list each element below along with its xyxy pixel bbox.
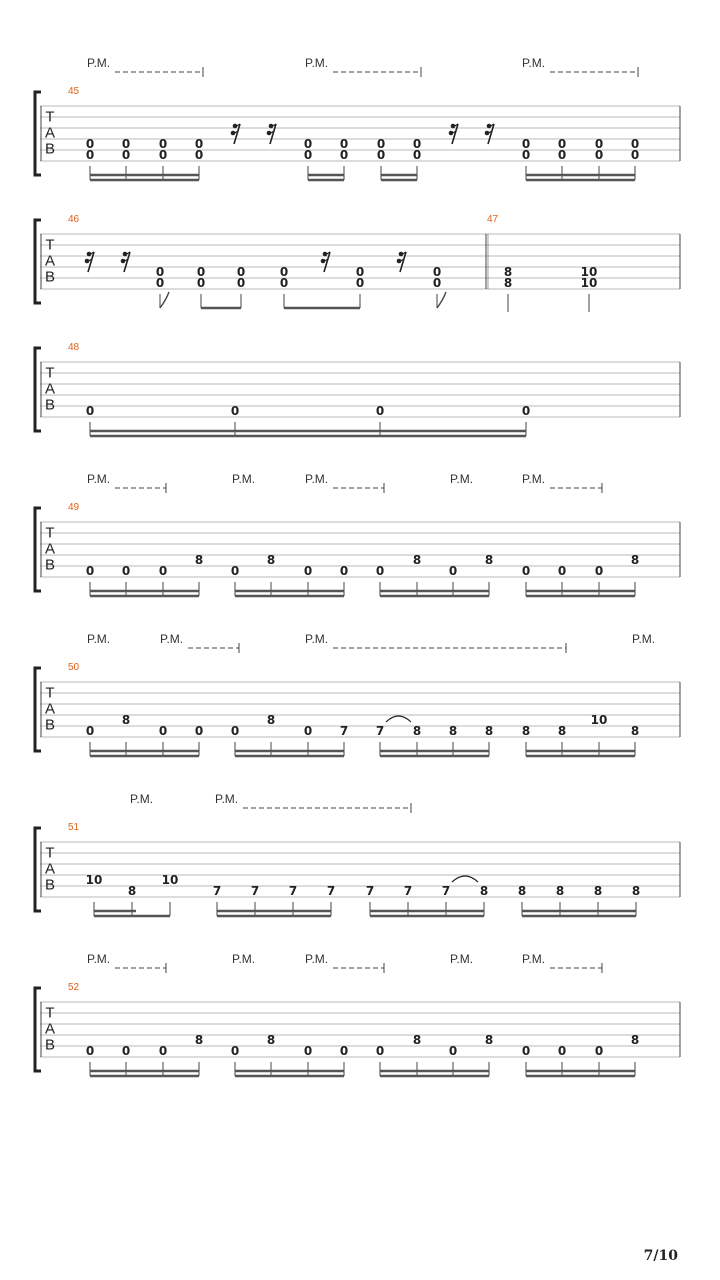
tab-note (413, 553, 421, 596)
fret-number: 0 (236, 276, 246, 290)
fret-number: 0 (279, 276, 289, 290)
tab-note (267, 1033, 275, 1076)
measure-number: 47 (487, 214, 499, 225)
measure-number: 49 (68, 502, 80, 513)
staff-system (35, 472, 680, 596)
fret-number: 0 (85, 564, 95, 578)
fret-number: 10 (590, 713, 608, 727)
system-bracket (35, 508, 41, 591)
beam-group (235, 591, 344, 596)
tab-clef-letter: A (44, 252, 56, 270)
fret-number: 8 (194, 553, 204, 567)
fret-number: 0 (594, 148, 604, 162)
sixteenth-rest (231, 124, 240, 144)
tab-clef-letter: A (44, 124, 56, 142)
tab-note (413, 137, 421, 180)
beam-group (370, 911, 484, 916)
tie-arc (386, 716, 411, 722)
beam-group (90, 591, 199, 596)
fret-number: 0 (339, 137, 349, 151)
fret-number: 0 (194, 148, 204, 162)
measure-number: 46 (68, 214, 80, 225)
fret-number: 0 (521, 564, 531, 578)
system-bracket (35, 220, 41, 303)
system-bracket (35, 668, 41, 751)
fret-number: 0 (557, 564, 567, 578)
beam-group (90, 431, 526, 436)
fret-number: 0 (557, 137, 567, 151)
beam-group (217, 911, 331, 916)
page-number: 7/10 (643, 1248, 678, 1264)
tab-note (591, 713, 608, 756)
fret-number: 0 (432, 265, 442, 279)
fret-number: 0 (339, 564, 349, 578)
fret-number: 0 (521, 148, 531, 162)
fret-number: 0 (521, 137, 531, 151)
measure-number: 51 (68, 822, 80, 833)
tab-clef-letter: B (44, 876, 56, 894)
fret-number: 8 (484, 1033, 494, 1047)
fret-number: 8 (412, 1033, 422, 1047)
tab-note (485, 553, 493, 596)
tab-note (195, 1033, 203, 1076)
fret-number: 0 (85, 137, 95, 151)
fret-number: 0 (121, 137, 131, 151)
system-bracket (35, 348, 41, 431)
tab-note (304, 137, 312, 180)
palm-mute-label: P.M. (522, 56, 546, 70)
fret-number: 7 (403, 884, 413, 898)
tab-clef-letter: B (44, 140, 56, 158)
measure-number: 52 (68, 982, 80, 993)
fret-number: 0 (121, 564, 131, 578)
tab-note (504, 265, 512, 312)
palm-mute-label: P.M. (522, 472, 546, 486)
sixteenth-rest (121, 252, 130, 272)
tab-clef-letter: B (44, 396, 56, 414)
tab-clef-letter: T (45, 844, 55, 862)
beam-group (235, 751, 344, 756)
fret-number: 8 (266, 1033, 276, 1047)
staff-system (35, 632, 680, 756)
note-flag (160, 292, 169, 308)
palm-mute-label: P.M. (305, 952, 329, 966)
tab-note (122, 713, 130, 756)
tab-note (522, 137, 530, 180)
measure-number: 48 (68, 342, 80, 353)
fret-number: 0 (375, 564, 385, 578)
fret-number: 8 (503, 276, 513, 290)
fret-number: 8 (484, 553, 494, 567)
sixteenth-rest (449, 124, 458, 144)
fret-number: 0 (557, 148, 567, 162)
fret-number: 0 (303, 1044, 313, 1058)
note-flag (437, 292, 446, 308)
system-bracket (35, 828, 41, 911)
tab-note (159, 137, 167, 180)
palm-mute-label: P.M. (232, 952, 256, 966)
tab-note (485, 1033, 493, 1076)
tab-clef-letter: T (45, 236, 55, 254)
fret-number: 8 (521, 724, 531, 738)
fret-number: 0 (155, 265, 165, 279)
measure-number: 50 (68, 662, 80, 673)
fret-number: 0 (230, 1044, 240, 1058)
fret-number: 0 (230, 724, 240, 738)
fret-number: 0 (339, 148, 349, 162)
beam-group (90, 175, 199, 180)
fret-number: 0 (303, 148, 313, 162)
fret-number: 7 (365, 884, 375, 898)
fret-number: 0 (521, 1044, 531, 1058)
fret-number: 8 (503, 265, 513, 279)
fret-number: 8 (194, 1033, 204, 1047)
fret-number: 7 (441, 884, 451, 898)
fret-number: 8 (593, 884, 603, 898)
tab-note (86, 873, 103, 916)
fret-number: 0 (279, 265, 289, 279)
palm-mute-label: P.M. (130, 792, 154, 806)
palm-mute-label: P.M. (522, 952, 546, 966)
palm-mute-label: P.M. (87, 632, 111, 646)
tab-clef-letter: A (44, 860, 56, 878)
palm-mute-label: P.M. (87, 56, 111, 70)
fret-number: 0 (448, 564, 458, 578)
tab-clef-letter: A (44, 1020, 56, 1038)
palm-mute-label: P.M. (450, 472, 474, 486)
staff-system (35, 342, 680, 436)
fret-number: 0 (194, 724, 204, 738)
fret-number: 8 (412, 553, 422, 567)
fret-number: 0 (158, 724, 168, 738)
beam-group (380, 591, 489, 596)
fret-number: 0 (158, 148, 168, 162)
tab-clef-letter: B (44, 268, 56, 286)
beam-group (381, 175, 417, 180)
tab-clef-letter: B (44, 716, 56, 734)
fret-number: 0 (448, 1044, 458, 1058)
palm-mute-label: P.M. (305, 56, 329, 70)
fret-number: 0 (594, 564, 604, 578)
tab-note (595, 137, 603, 180)
fret-number: 0 (155, 276, 165, 290)
tab-note (356, 265, 364, 308)
sixteenth-rest (485, 124, 494, 144)
beam-group (522, 911, 636, 916)
tab-note (377, 137, 385, 180)
fret-number: 7 (250, 884, 260, 898)
fret-number: 0 (85, 404, 95, 418)
tab-note (197, 265, 205, 308)
tab-clef-letter: A (44, 700, 56, 718)
tab-note (122, 137, 130, 180)
tab-note (267, 553, 275, 596)
fret-number: 7 (212, 884, 222, 898)
tab-note (156, 265, 169, 308)
beam-group (90, 751, 199, 756)
beam-group (526, 751, 635, 756)
fret-number: 0 (196, 265, 206, 279)
tab-note (631, 553, 639, 596)
tab-note (413, 1033, 421, 1076)
fret-number: 0 (230, 404, 240, 418)
fret-number: 0 (236, 265, 246, 279)
fret-number: 0 (85, 1044, 95, 1058)
tab-note (280, 265, 288, 308)
fret-number: 7 (339, 724, 349, 738)
fret-number: 0 (594, 137, 604, 151)
tab-clef-letter: T (45, 1004, 55, 1022)
palm-mute-label: P.M. (305, 632, 329, 646)
tab-note (162, 873, 179, 916)
fret-number: 0 (630, 148, 640, 162)
fret-number: 0 (376, 148, 386, 162)
fret-number: 8 (479, 884, 489, 898)
beam-group (380, 1071, 489, 1076)
fret-number: 0 (375, 404, 385, 418)
tab-clef-letter: B (44, 556, 56, 574)
tab-note (340, 137, 348, 180)
measure-number: 45 (68, 86, 80, 97)
palm-mute-label: P.M. (215, 792, 239, 806)
fret-number: 0 (355, 265, 365, 279)
fret-number: 0 (376, 137, 386, 151)
fret-number: 8 (517, 884, 527, 898)
fret-number: 8 (630, 724, 640, 738)
tab-clef-letter: B (44, 1036, 56, 1054)
sixteenth-rest (321, 252, 330, 272)
fret-number: 0 (158, 564, 168, 578)
fret-number: 0 (594, 1044, 604, 1058)
tab-note (631, 1033, 639, 1076)
palm-mute-label: P.M. (632, 632, 656, 646)
system-bracket (35, 988, 41, 1071)
beam-group (90, 1071, 199, 1076)
fret-number: 8 (266, 553, 276, 567)
fret-number: 0 (158, 137, 168, 151)
fret-number: 7 (288, 884, 298, 898)
tab-clef-letter: A (44, 540, 56, 558)
fret-number: 8 (630, 1033, 640, 1047)
fret-number: 0 (196, 276, 206, 290)
tab-note (631, 137, 639, 180)
beam-group (235, 1071, 344, 1076)
tab-clef-letter: T (45, 108, 55, 126)
fret-number: 8 (631, 884, 641, 898)
fret-number: 0 (432, 276, 442, 290)
tab-note (581, 265, 598, 312)
fret-number: 0 (630, 137, 640, 151)
fret-number: 0 (303, 137, 313, 151)
staff-system (35, 214, 680, 312)
fret-number: 8 (266, 713, 276, 727)
tab-note (433, 265, 446, 308)
fret-number: 8 (448, 724, 458, 738)
tab-clef-letter: T (45, 524, 55, 542)
palm-mute-label: P.M. (232, 472, 256, 486)
fret-number: 0 (303, 724, 313, 738)
fret-number: 7 (326, 884, 336, 898)
tab-clef-letter: A (44, 380, 56, 398)
sixteenth-rest (85, 252, 94, 272)
fret-number: 0 (158, 1044, 168, 1058)
fret-number: 0 (355, 276, 365, 290)
fret-number: 8 (412, 724, 422, 738)
palm-mute-label: P.M. (450, 952, 474, 966)
fret-number: 10 (85, 873, 103, 887)
staff-system (35, 792, 680, 916)
staff-system (35, 56, 680, 180)
system-bracket (35, 92, 41, 175)
tab-note (237, 265, 245, 308)
fret-number: 0 (121, 1044, 131, 1058)
fret-number: 10 (580, 265, 598, 279)
fret-number: 0 (194, 137, 204, 151)
tab-note (267, 713, 275, 756)
tab-note (558, 137, 566, 180)
fret-number: 0 (339, 1044, 349, 1058)
beam-group (526, 175, 635, 180)
tab-note (195, 553, 203, 596)
beam-group (526, 591, 635, 596)
fret-number: 8 (121, 713, 131, 727)
fret-number: 0 (412, 137, 422, 151)
fret-number: 0 (375, 1044, 385, 1058)
fret-number: 0 (85, 148, 95, 162)
palm-mute-label: P.M. (160, 632, 184, 646)
fret-number: 0 (412, 148, 422, 162)
palm-mute-label: P.M. (87, 952, 111, 966)
fret-number: 8 (557, 724, 567, 738)
tab-clef-letter: T (45, 684, 55, 702)
fret-number: 0 (121, 148, 131, 162)
fret-number: 8 (630, 553, 640, 567)
fret-number: 8 (484, 724, 494, 738)
tab-clef-letter: T (45, 364, 55, 382)
fret-number: 10 (161, 873, 179, 887)
fret-number: 0 (85, 724, 95, 738)
sixteenth-rest (267, 124, 276, 144)
staff-system (35, 952, 680, 1076)
fret-number: 8 (555, 884, 565, 898)
fret-number: 10 (580, 276, 598, 290)
tie-arc (452, 876, 478, 882)
beam-group (308, 175, 344, 180)
beam-group (526, 1071, 635, 1076)
fret-number: 0 (230, 564, 240, 578)
fret-number: 8 (127, 884, 137, 898)
palm-mute-label: P.M. (305, 472, 329, 486)
tab-note (86, 137, 94, 180)
palm-mute-label: P.M. (87, 472, 111, 486)
sixteenth-rest (397, 252, 406, 272)
tab-note (195, 137, 203, 180)
fret-number: 0 (303, 564, 313, 578)
fret-number: 7 (375, 724, 385, 738)
fret-number: 0 (521, 404, 531, 418)
fret-number: 0 (557, 1044, 567, 1058)
beam-group (380, 751, 489, 756)
